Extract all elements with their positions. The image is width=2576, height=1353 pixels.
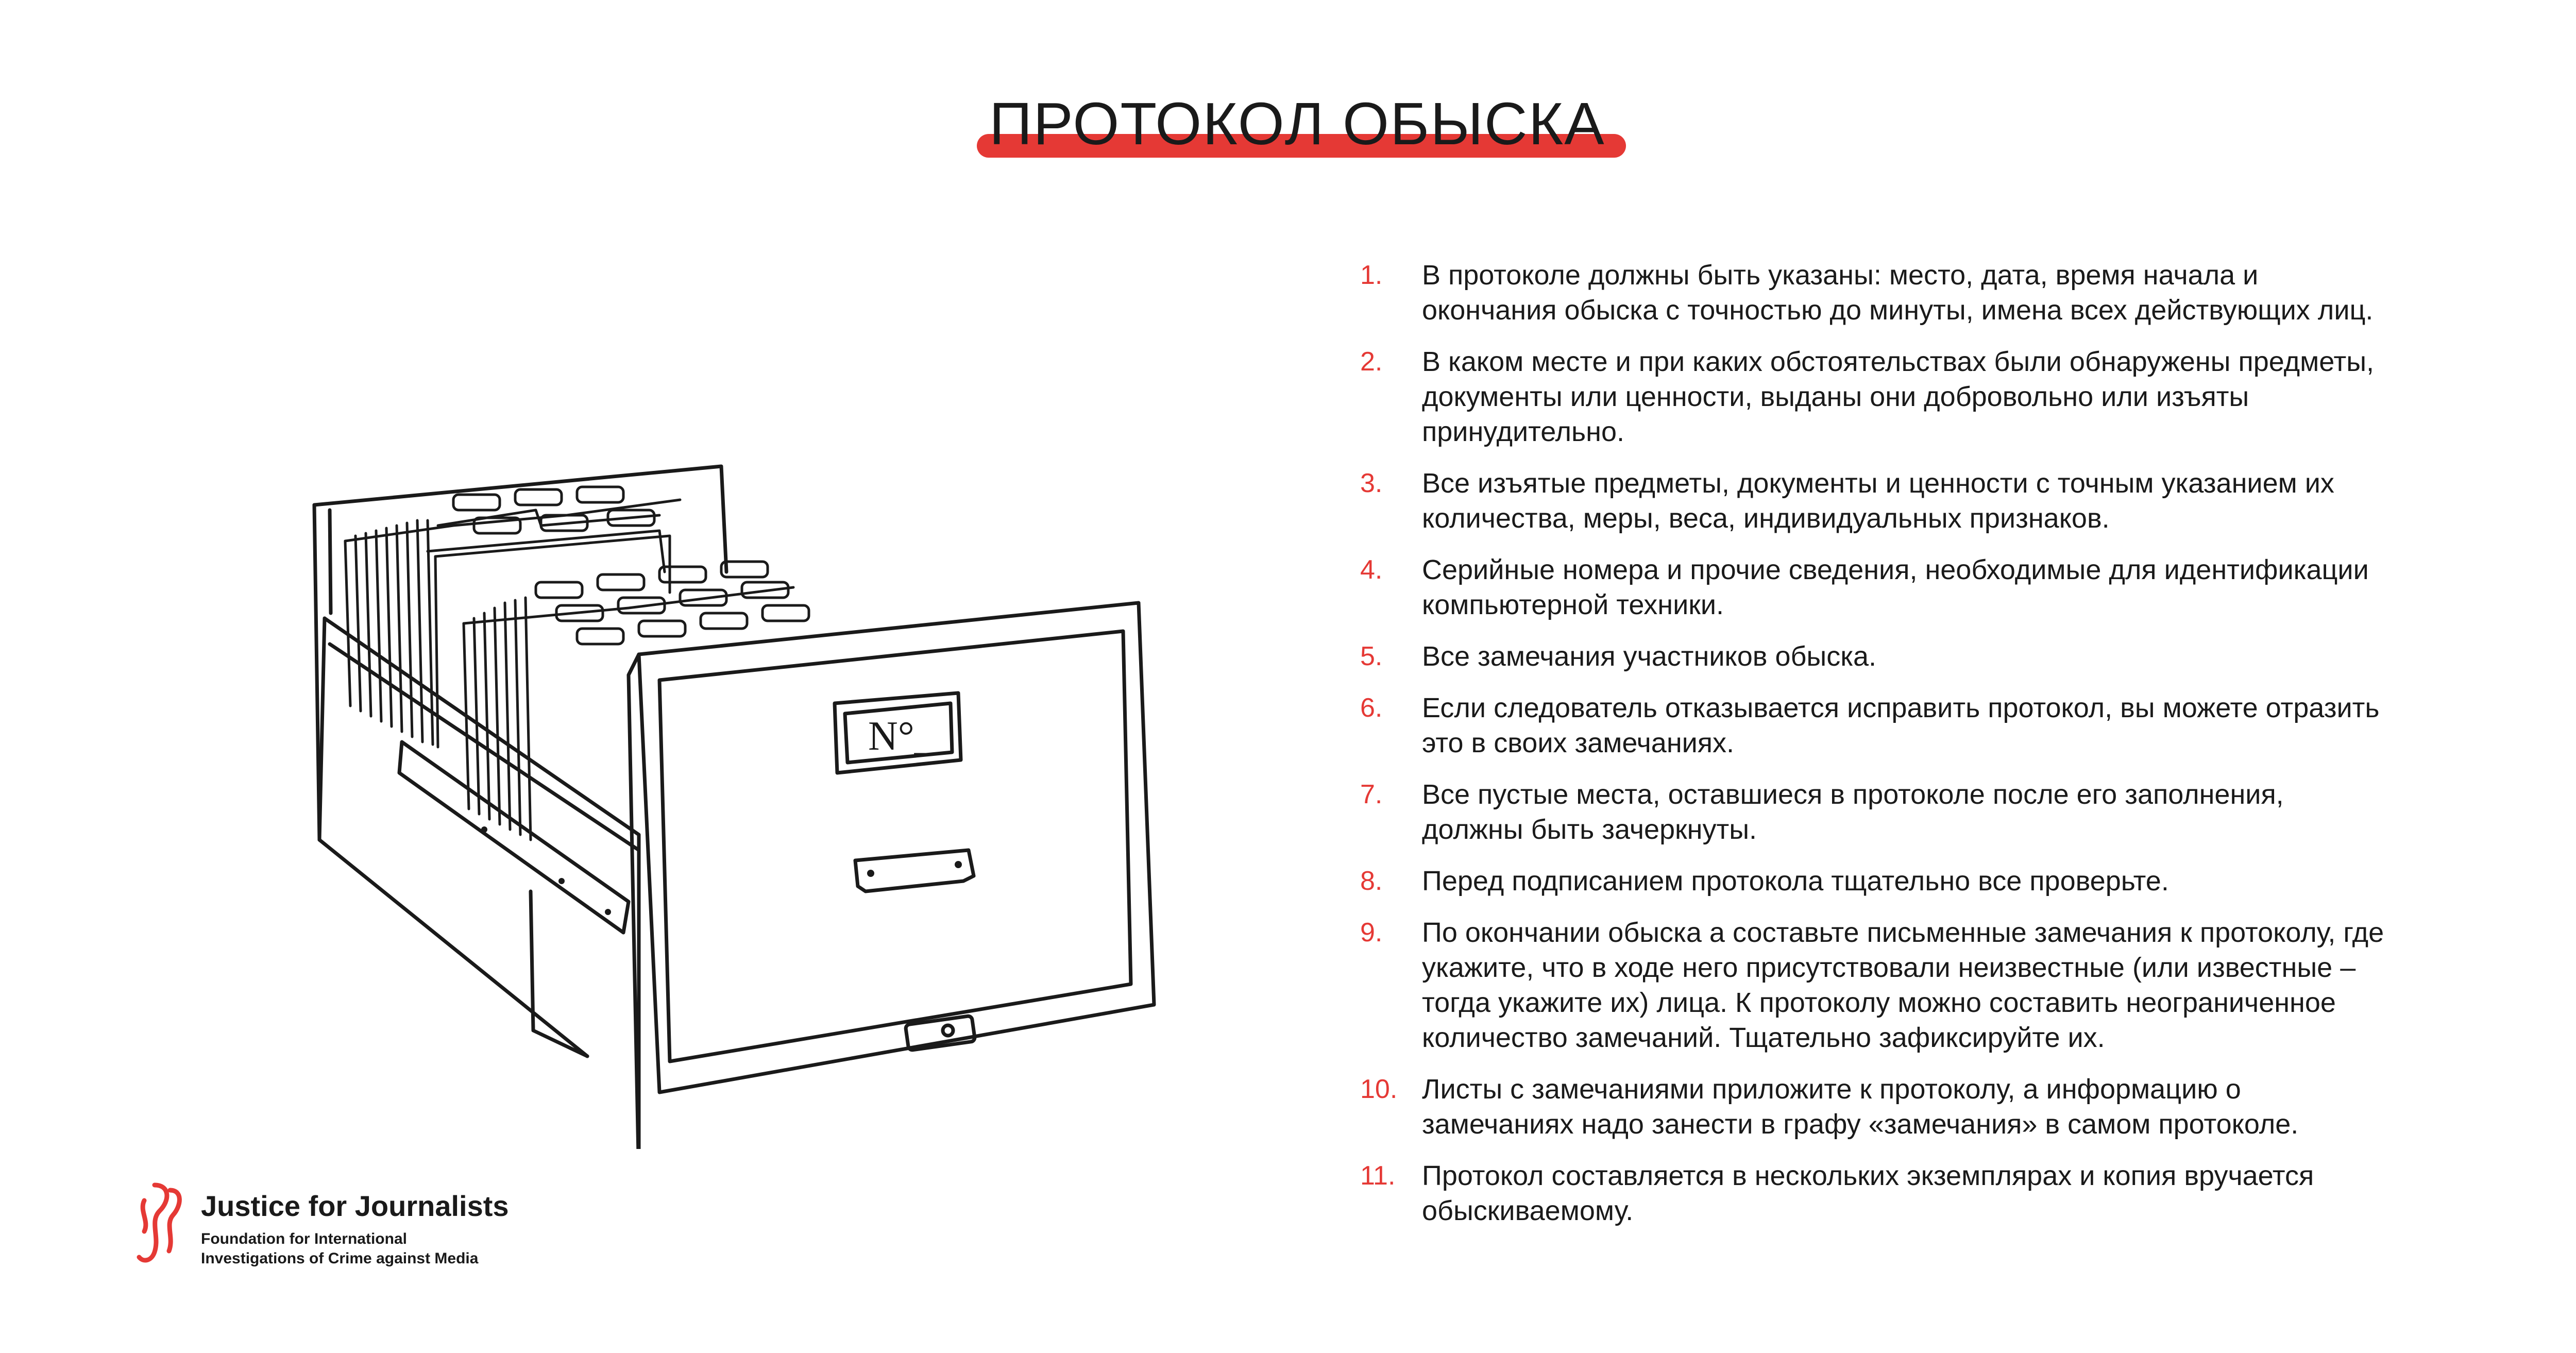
list-number: 4. <box>1360 555 1383 585</box>
list-item <box>1360 466 2391 536</box>
list-number: 3. <box>1360 468 1383 498</box>
list-text: В каком месте и при каких обстоятельствах были обнаружены предметы, документы или ценности, выданы они добровольно или изъяты принудительно. <box>1422 346 2375 447</box>
list-number: 7. <box>1360 780 1383 809</box>
svg-text:N°_: N°_ <box>868 714 935 759</box>
file-cabinet-illustration <box>299 438 1175 1149</box>
list-item <box>1360 344 2391 449</box>
page-title: ПРОТОКОЛ ОБЫСКА <box>989 90 1605 157</box>
list-number: 11. <box>1360 1161 1396 1191</box>
list-item <box>1360 552 2391 622</box>
list-text: Все пустые места, оставшиеся в протоколе после его заполнения, должны быть зачеркнуты. <box>1422 779 2284 845</box>
list-item <box>1360 915 2391 1055</box>
list-text: Серийные номера и прочие сведения, необходимые для идентификации компьютерной техники. <box>1422 554 2369 620</box>
list-text: Все изъятые предметы, документы и ценности с точным указанием их количества, меры, веса, индивидуальных признаков. <box>1422 468 2334 534</box>
jfj-logo <box>134 1180 546 1283</box>
list-number: 8. <box>1360 866 1383 896</box>
list-number: 2. <box>1360 347 1383 377</box>
rules-list <box>1360 258 2391 1245</box>
logo-subtitle-line: Investigations of Crime against Media <box>201 1250 479 1267</box>
logo-name: Justice for Journalists <box>201 1190 509 1222</box>
logo-subtitle <box>201 1229 478 1269</box>
list-text: Перед подписанием протокола тщательно все проверьте. <box>1422 866 2169 897</box>
list-number: 9. <box>1360 918 1383 948</box>
list-text: В протоколе должны быть указаны: место, дата, время начала и окончания обыска с точностью до минуты, имена всех действующих лиц. <box>1422 260 2374 326</box>
list-item <box>1360 1158 2391 1228</box>
list-item <box>1360 1072 2391 1142</box>
list-item <box>1360 864 2391 899</box>
list-text: По окончании обыска а составьте письменные замечания к протоколу, где укажите, что в ходе него присутствовали неизвестные (или известные – тогда укажите их) лица. К протоколу можно составить неограниченное количество замечаний. Тщательно зафиксируйте их. <box>1422 917 2384 1053</box>
jfj-logo-icon <box>134 1180 185 1267</box>
list-item <box>1360 690 2391 760</box>
logo-subtitle-line: Foundation for International <box>201 1230 407 1247</box>
list-item <box>1360 777 2391 847</box>
list-number: 6. <box>1360 693 1383 723</box>
list-text: Все замечания участников обыска. <box>1422 641 1877 672</box>
list-number: 5. <box>1360 641 1383 671</box>
list-text: Если следователь отказывается исправить протокол, вы можете отразить это в своих замечаниях. <box>1422 692 2380 758</box>
list-number: 10. <box>1360 1074 1398 1104</box>
list-item <box>1360 639 2391 674</box>
list-item <box>1360 258 2391 328</box>
list-text: Листы с замечаниями приложите к протоколу, а информацию о замечаниях надо занести в графу «замечания» в самом протоколе. <box>1422 1074 2299 1140</box>
page-title-block <box>969 82 1638 165</box>
list-text: Протокол составляется в нескольких экземплярах и копия вручается обыскиваемому. <box>1422 1160 2314 1226</box>
list-number: 1. <box>1360 260 1383 290</box>
